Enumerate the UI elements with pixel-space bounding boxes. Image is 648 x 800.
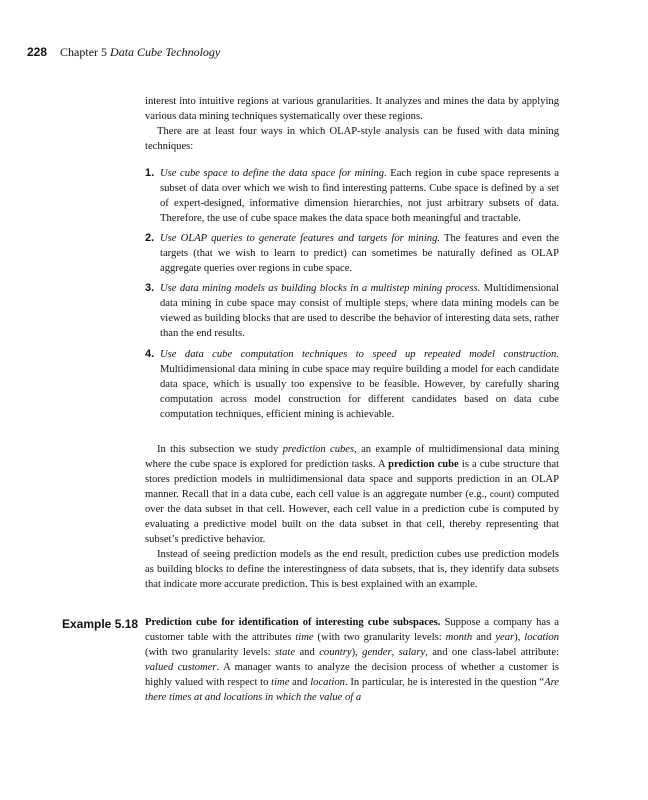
example-paragraph: Prediction cube for identification of interesting cube subspaces. Suppose a company has a customer table with the attributes time (with two granularity levels: month and year), location (with two granularity levels: state and country), gender, salary, and one class-label attribute: valued customer. A manager wants to analyze the decision process of whether a customer is highly valued with respect to time and location. In particular, he is interested in the question “Are there times at and locations in which the value of a [145,617,560,704]
list-item [145,281,559,341]
intro-paragraph-2: There are at least four ways in which OLAP-style analysis can be fused with data mining techniques: [145,126,559,153]
intro-block [145,94,559,154]
intro-paragraph-1: interest into intuitive regions at various granularities. It analyzes and mines the data by applying various data mining techniques systematically over these regions. [145,96,559,123]
list-item-number: 2. [145,232,155,245]
example-block [145,615,559,705]
example-title: Prediction cube for identification of interesting cube subspaces. [145,617,441,628]
list-item-text: The features and even the targets (that we wish to learn to predict) can sometimes be naturally defined as OLAP aggregate queries over regions in cube space. [160,233,559,275]
chapter-title: Data Cube Technology [110,45,221,59]
list-item-text: Each region in cube space represents a subset of data over which we wish to find interesting patterns. Cube space is defined by a set of expert-designed, informative dimension hierarchies, not just arbitrary subsets of data. Therefore, the use of cube space makes the data space both meaningful and tractable. [160,168,560,225]
list-item-text: Multidimensional data mining in cube space may require building a model for each candidate data space, which is usually too expensive to be feasible. However, by carefully sharing computation across model construction for different candidates based on data cube computation techniques, efficient mining is achievable. [160,363,559,420]
list-item-number: 4. [145,347,155,360]
list-item-number: 3. [145,282,155,295]
page-header [27,45,220,60]
list-item [145,347,559,422]
example-label: Example 5.18 [62,617,139,631]
ways-list-block [145,166,559,422]
building-blocks-paragraph: Instead of seeing prediction models as the end result, prediction cubes use prediction models as building blocks to define the interestingness of data subsets, that is, they identify data subsets that indicate more accurate prediction. This is best explained with an example. [145,549,559,591]
chapter-label: Chapter 5 [60,45,108,59]
page-number: 228 [27,45,48,59]
ways-list [145,166,559,422]
list-item-title: Use cube space to define the data space for mining. [160,168,387,179]
list-item-number: 1. [145,167,155,179]
list-item-title: Use data cube computation techniques to speed up repeated model construction. [160,348,559,360]
body-block [145,442,559,592]
list-item-title: Use OLAP queries to generate features and targets for mining. [160,233,441,245]
list-item [145,166,559,226]
list-item [145,231,559,276]
list-item-title: Use data mining models as building blocks in a multistep mining process. [160,283,481,295]
list-item-text: Multidimensional data mining in cube space may consist of multiple steps, where data mining models can be viewed as building blocks that are used to describe the behavior of interesting data sets, rather than the end results. [160,283,560,340]
prediction-cube-paragraph: In this subsection we study prediction cubes, an example of multidimensional data mining where the cube space is explored for prediction tasks. A prediction cube is a cube structure that stores prediction models in multidimensional data space and supports prediction in an OLAP manner. Recall that in a data cube, each cell value is an aggregate number (e.g., count) computed over the data subset in that cell. However, each cell value in a prediction cube is computed by evaluating a predictive model built on the data subset in that cell, thereby representing that subset’s predictive behavior. [145,444,560,546]
